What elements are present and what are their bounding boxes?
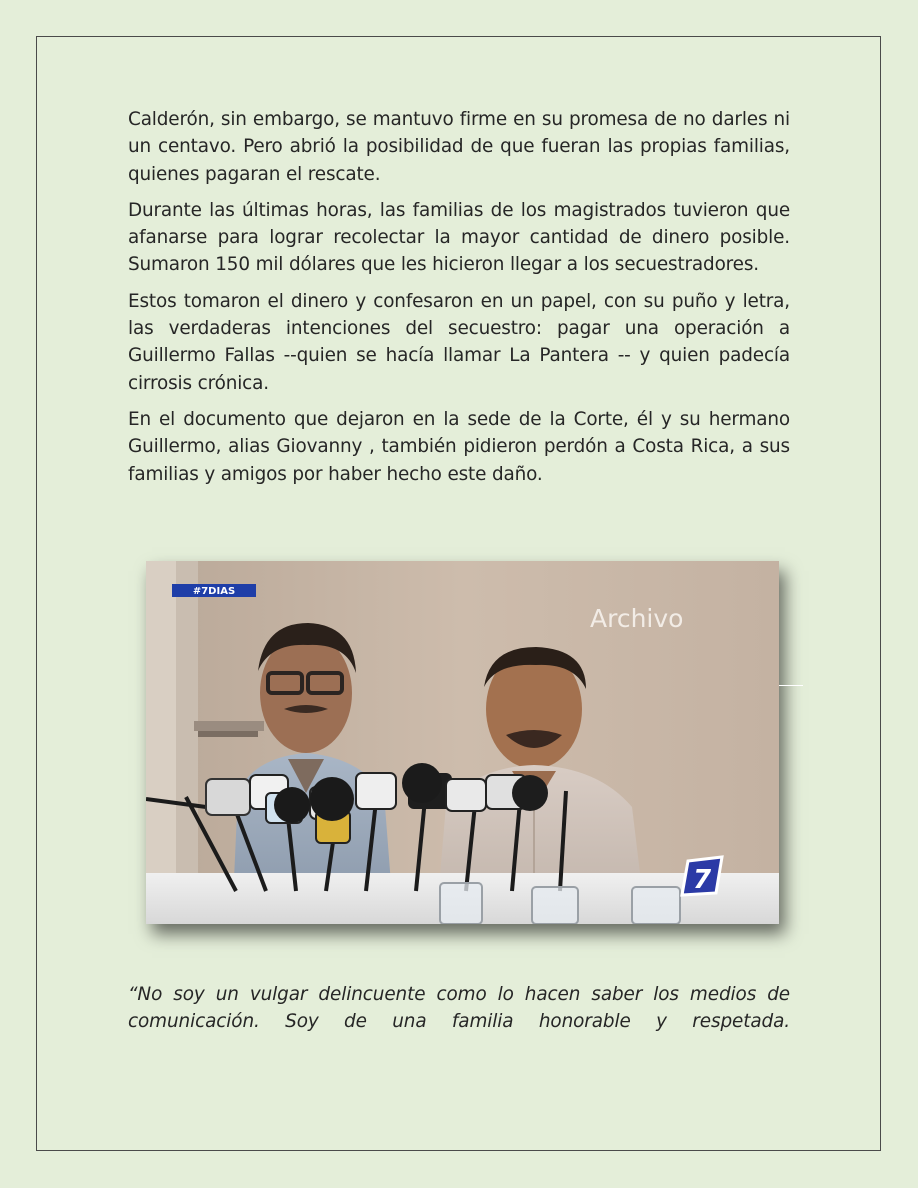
photo-accent-line — [779, 685, 803, 686]
paragraph-2: Durante las últimas horas, las familias de los magistrados tuvieron que afanarse para lograr recolectar la mayor cantidad de dinero posible. Sumaron 150 mil dólares que les hicieron llegar a los secuestradores. — [128, 199, 790, 276]
archive-label: Archivo — [590, 604, 684, 633]
paragraph-4: En el documento que dejaron en la sede de la Corte, él y su hermano Guillermo, alias Giovanny , también pidieron perdón a Costa Rica, a sus familias y amigos por haber hecho este daño. — [128, 408, 790, 485]
quote-text: “No soy un vulgar delincuente como lo hacen saber los medios de comunicación. Soy de una familia honorable y respetada. — [128, 984, 790, 1033]
photo-tag: #7DIAS — [192, 586, 236, 597]
article-body — [128, 106, 790, 497]
press-conference-photo — [146, 561, 779, 924]
paragraph-1: Calderón, sin embargo, se mantuvo firme en su promesa de no darles ni un centavo. Pero abrió la posibilidad de que fueran las propias familias, quienes pagaran el rescate. — [128, 109, 790, 185]
channel-logo: 7 — [692, 865, 712, 895]
paragraph-3: Estos tomaron el dinero y confesaron en un papel, con su puño y letra, las verdaderas intenciones del secuestro: pagar una operación a Guillermo Fallas --quien se hacía llamar La Pantera -- y quien padecía cirrosis crónica. — [128, 290, 790, 394]
